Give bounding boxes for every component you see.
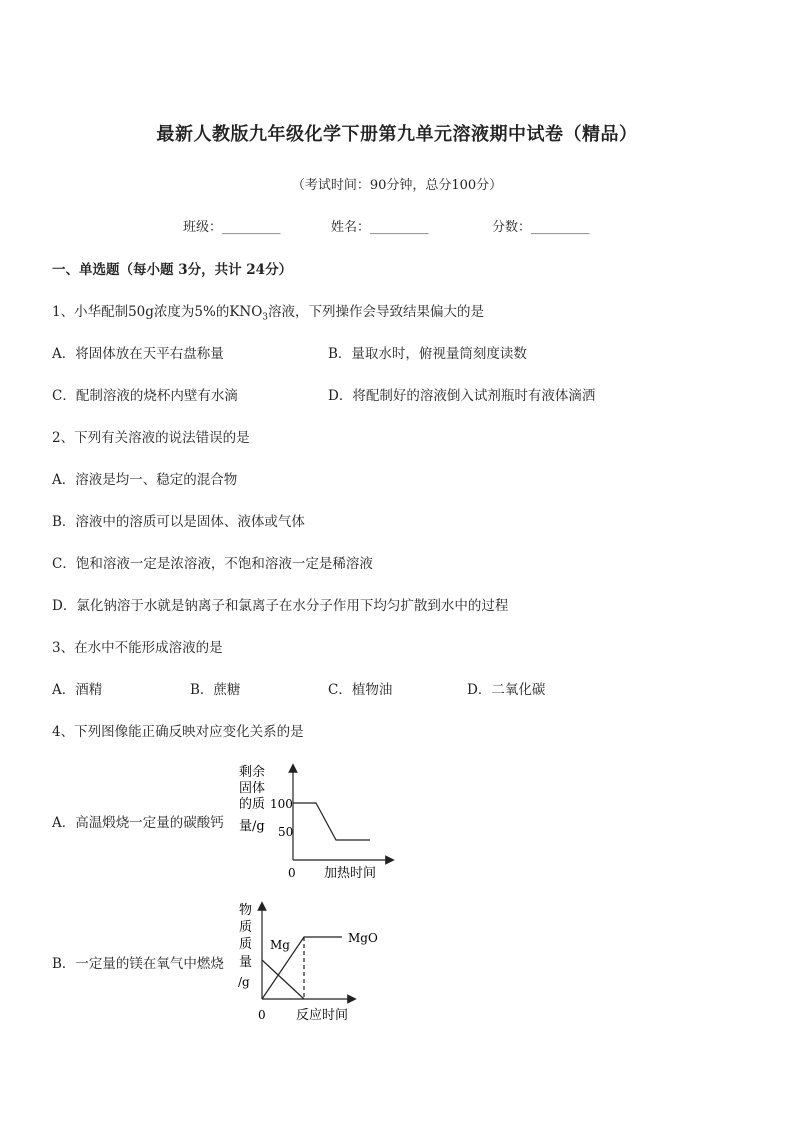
question-3-stem: 3、在水中不能形成溶液的是 [52, 640, 223, 656]
graph-b-ylabel-4: 量 [239, 955, 253, 970]
graph-a-ylabel-4: 量/g [239, 819, 265, 834]
question-4-option-b[interactable]: B．一定量的镁在氧气中燃烧 [52, 956, 224, 972]
class-field: 班级：_________ [183, 220, 281, 235]
question-3-option-c[interactable]: C．植物油 [328, 682, 393, 698]
graph-a-ylabel-3: 的质 [239, 797, 266, 812]
question-2-option-a[interactable]: A．溶液是均一、稳定的混合物 [52, 472, 238, 488]
graph-b-origin: 0 [258, 1008, 266, 1022]
graph-b-ylabel-3: 质 [239, 937, 253, 952]
question-1-option-a[interactable]: A．将固体放在天平右盘称量 [52, 346, 224, 362]
question-1-option-c[interactable]: C．配制溶液的烧杯内壁有水滴 [52, 388, 238, 404]
section-heading: 一、单选题（每小题 3分，共计 24分） [52, 262, 293, 278]
graph-b-ylabel-1: 物 [239, 903, 253, 918]
graph-b-mg-label: Mg [270, 938, 290, 952]
graph-a-tick-50: 50 [278, 825, 294, 839]
exam-info: （考试时间：90分钟，总分100分） [291, 178, 503, 193]
graph-a [236, 758, 396, 883]
score-field: 分数：_________ [492, 220, 590, 235]
graph-b-mg-line [262, 960, 304, 999]
question-3-option-b[interactable]: B．蔗糖 [190, 682, 241, 698]
question-4-stem: 4、下列图像能正确反映对应变化关系的是 [52, 724, 304, 740]
name-field: 姓名：_________ [331, 220, 429, 235]
page-title: 最新人教版九年级化学下册第九单元溶液期中试卷（精品） [156, 124, 638, 145]
question-2-option-c[interactable]: C．饱和溶液一定是浓溶液，不饱和溶液一定是稀溶液 [52, 556, 373, 572]
question-1-option-b[interactable]: B．量取水时，俯视量筒刻度读数 [328, 346, 527, 362]
question-2-option-d[interactable]: D．氯化钠溶于水就是钠离子和氯离子在水分子作用下均匀扩散到水中的过程 [52, 598, 509, 614]
question-3-option-d[interactable]: D．二氧化碳 [467, 682, 546, 698]
graph-b-mgo-label: MgO [348, 931, 378, 945]
question-1-stem: 1、小华配制50g浓度为5%的$KNO_3$溶液，下列操作会导致结果偏大的是 [52, 304, 485, 323]
question-2-stem: 2、下列有关溶液的说法错误的是 [52, 430, 250, 446]
graph-a-origin: 0 [288, 866, 296, 880]
graph-b-ylabel-2: 质 [239, 920, 253, 935]
graph-a-curve [293, 803, 370, 840]
question-2-option-b[interactable]: B．溶液中的溶质可以是固体、液体或气体 [52, 514, 305, 530]
question-1-option-d[interactable]: D．将配制好的溶液倒入试剂瓶时有液体滴洒 [328, 388, 596, 404]
graph-b [236, 898, 396, 1026]
question-3-option-a[interactable]: A．酒精 [52, 682, 103, 698]
graph-a-tick-100: 100 [270, 797, 293, 811]
graph-a-ylabel-2: 固体 [239, 781, 266, 796]
graph-b-ylabel-5: /g [238, 975, 250, 989]
graph-a-ylabel-1: 剩余 [239, 765, 266, 780]
graph-a-xlabel: 加热时间 [324, 866, 377, 881]
graph-b-xlabel: 反应时间 [296, 1008, 349, 1023]
question-4-option-a[interactable]: A．高温煅烧一定量的碳酸钙 [52, 815, 224, 831]
